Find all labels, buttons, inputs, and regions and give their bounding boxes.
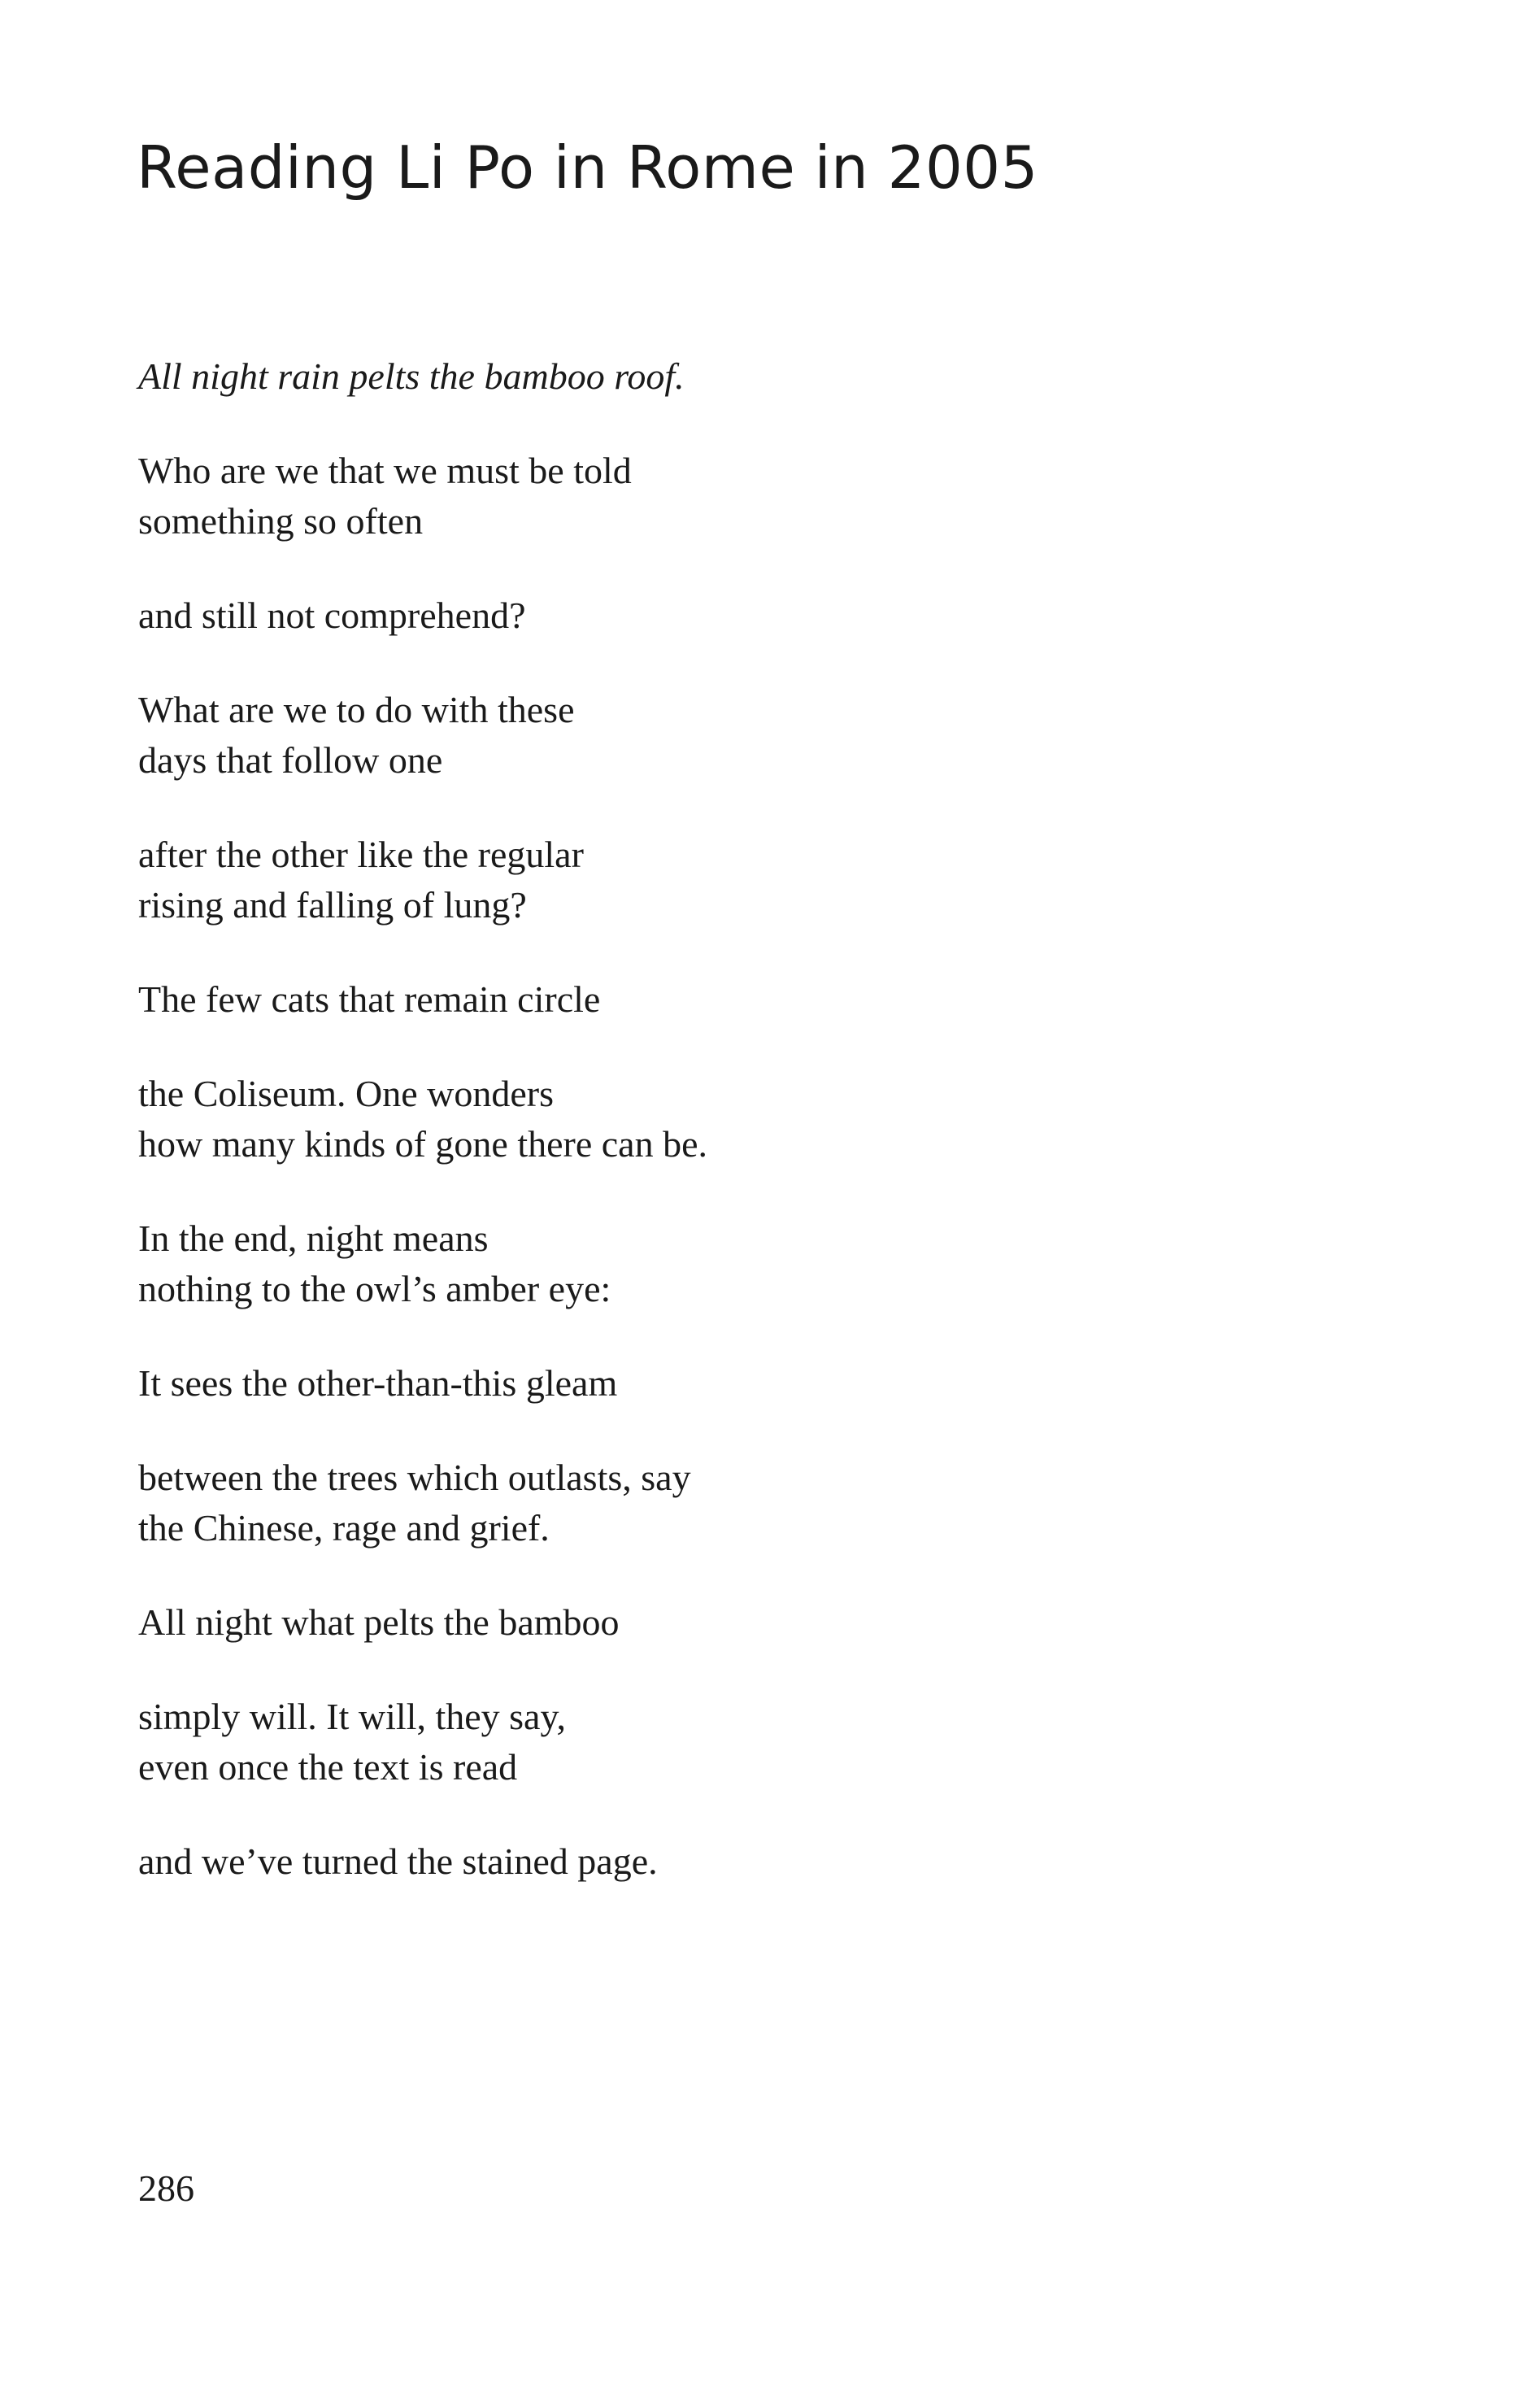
poem-line: after the other like the regular <box>138 834 584 875</box>
stanza <box>138 1597 1358 1648</box>
poem-line: and we’ve turned the stained page. <box>138 1840 658 1882</box>
poem-line: simply will. It will, they say, <box>138 1696 566 1737</box>
stanza <box>138 830 1358 930</box>
poem-line: and still not comprehend? <box>138 595 526 636</box>
stanza <box>138 1692 1358 1792</box>
poem-line: the Coliseum. One wonders <box>138 1073 555 1114</box>
stanza <box>138 1358 1358 1409</box>
poem-line: between the trees which outlasts, say <box>138 1457 691 1498</box>
poem-line: Who are we that we must be told <box>138 450 632 491</box>
poem-line: the Chinese, rage and grief. <box>138 1507 550 1549</box>
poem-title: Reading Li Po in Rome in 2005 <box>137 133 1038 202</box>
stanza <box>138 446 1358 547</box>
stanza <box>138 351 1358 402</box>
poem-line: days that follow one <box>138 739 443 781</box>
poem-line: The few cats that remain circle <box>138 978 601 1020</box>
poem-line: What are we to do with these <box>138 689 575 730</box>
poem-body <box>138 351 1358 1887</box>
poem-line: how many kinds of gone there can be. <box>138 1123 708 1165</box>
poem-line: rising and falling of lung? <box>138 884 527 926</box>
stanza <box>138 685 1358 786</box>
poem-line: nothing to the owl’s amber eye: <box>138 1268 611 1309</box>
poem-line: It sees the other-than-this gleam <box>138 1362 618 1404</box>
poem-line: In the end, night means <box>138 1217 489 1259</box>
poem-line: All night what pelts the bamboo <box>138 1601 620 1643</box>
poem-line: All night rain pelts the bamboo roof. <box>138 355 685 397</box>
stanza <box>138 974 1358 1025</box>
poem-line: even once the text is read <box>138 1746 518 1788</box>
poem-line: something so often <box>138 500 424 542</box>
stanza <box>138 1453 1358 1553</box>
stanza <box>138 1069 1358 1170</box>
stanza <box>138 1213 1358 1314</box>
stanza <box>138 590 1358 641</box>
stanza <box>138 1836 1358 1887</box>
page-number: 286 <box>138 2167 194 2209</box>
